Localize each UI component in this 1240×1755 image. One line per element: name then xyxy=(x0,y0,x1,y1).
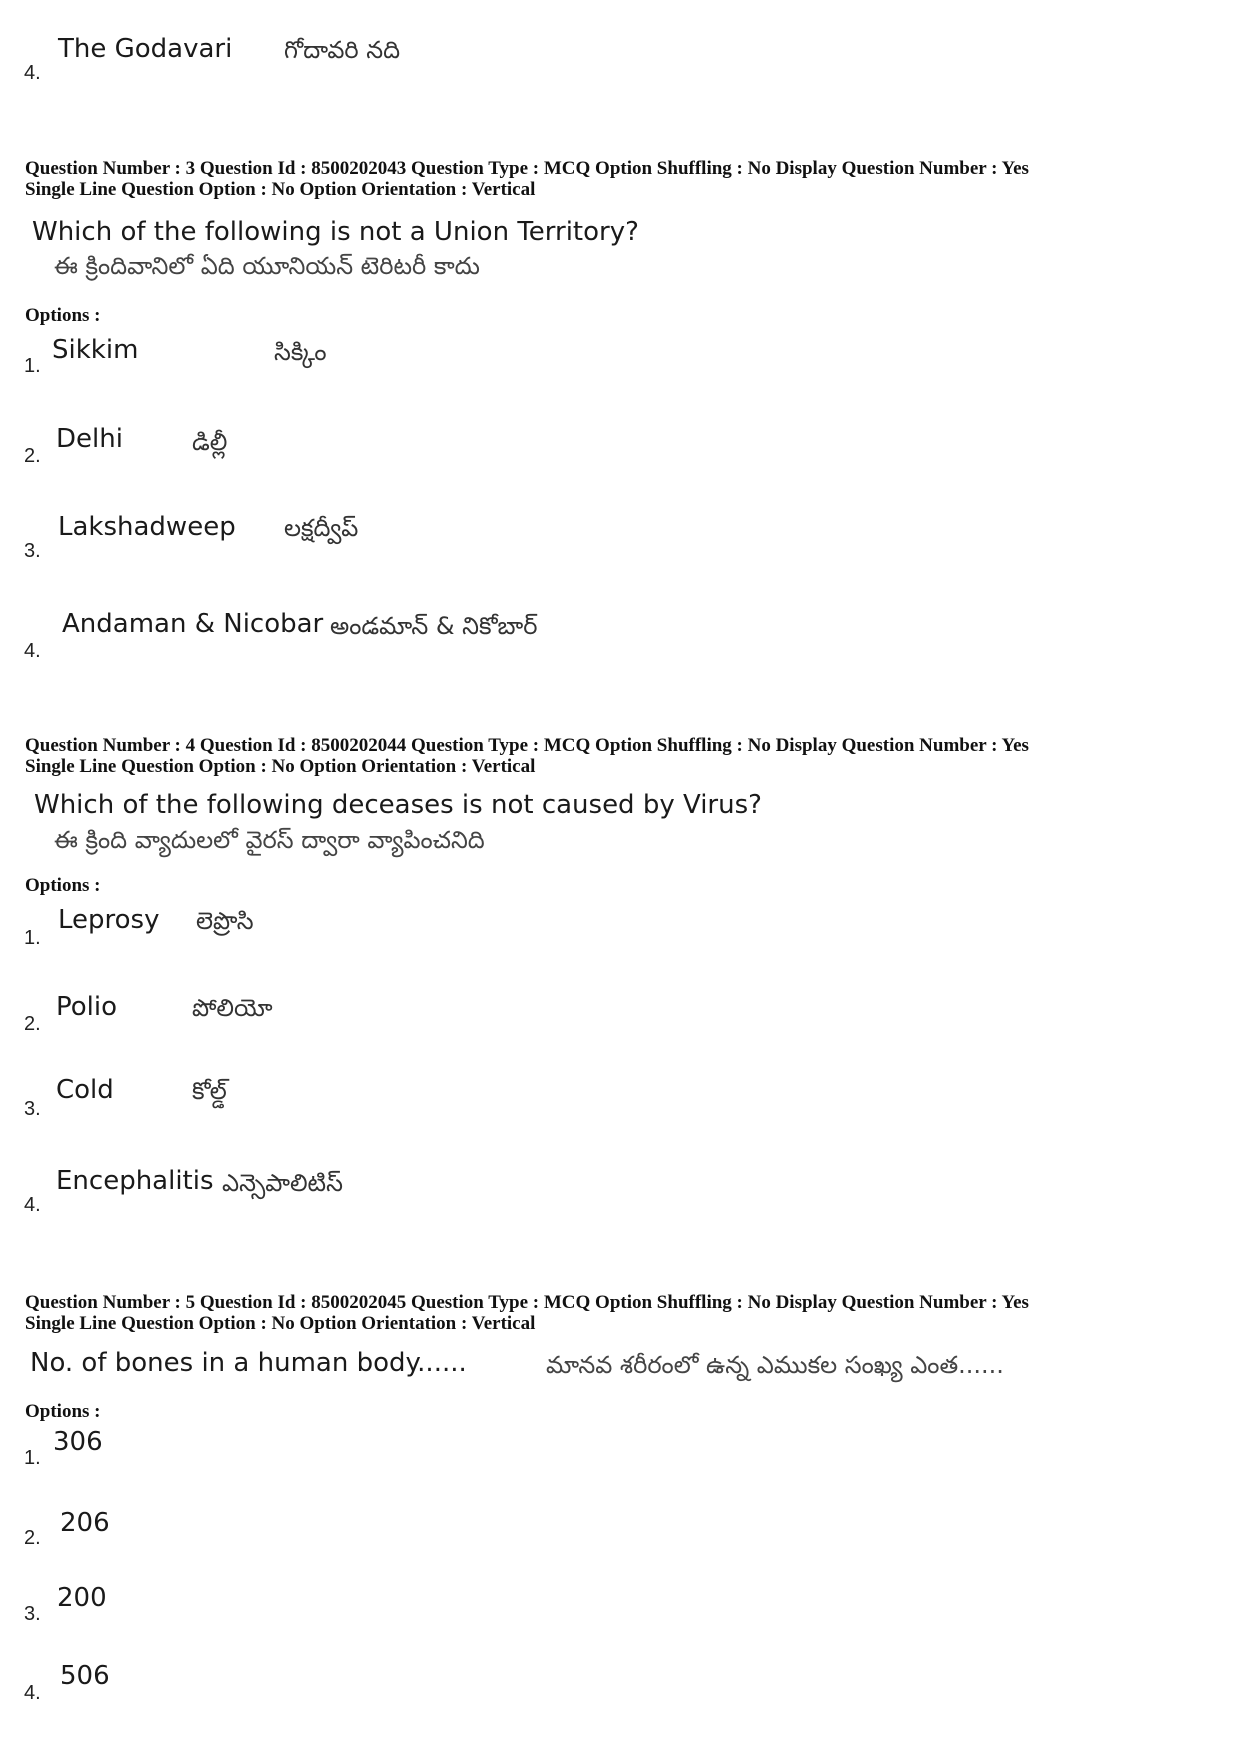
q5-option-3-number: 3. xyxy=(24,1603,41,1625)
q3-option-1-en: Sikkim xyxy=(52,335,139,365)
q4-option-3-te: కోల్డ్ xyxy=(192,1077,227,1105)
question-4-meta-line-1: Question Number : 4 Question Id : 8500202044 Question Type : MCQ Option Shuffling : No Display Question Number : Yes xyxy=(25,735,1029,756)
q4-option-4-te: ఎన్సెపాలిటిస్ xyxy=(222,1169,343,1197)
question-3-options-label: Options : xyxy=(25,305,101,326)
q5-option-4-number: 4. xyxy=(24,1682,41,1704)
question-3-meta-line-1: Question Number : 3 Question Id : 8500202043 Question Type : MCQ Option Shuffling : No Display Question Number : Yes xyxy=(25,158,1029,179)
question-4-meta-line-2: Single Line Question Option : No Option Orientation : Vertical xyxy=(25,756,536,777)
question-5-text-en: No. of bones in a human body...... xyxy=(30,1348,467,1378)
question-4-text-en: Which of the following deceases is not caused by Virus? xyxy=(34,790,762,820)
q4-option-4-number: 4. xyxy=(24,1194,41,1216)
question-3-meta-line-2: Single Line Question Option : No Option Orientation : Vertical xyxy=(25,179,536,200)
q3-option-4-te: అండమాన్ & నికోబార్ xyxy=(330,612,538,640)
q5-option-3-en: 200 xyxy=(57,1583,107,1613)
question-3-text-en: Which of the following is not a Union Territory? xyxy=(32,217,639,247)
q4-option-2-te: పోలియో xyxy=(192,994,273,1022)
q4-option-2-number: 2. xyxy=(24,1013,41,1035)
question-4-options-label: Options : xyxy=(25,875,101,896)
q4-option-1-en: Leprosy xyxy=(58,905,160,935)
q4-option-2-en: Polio xyxy=(56,992,118,1022)
q5-option-2-number: 2. xyxy=(24,1527,41,1549)
q3-option-4-en: Andaman & Nicobar xyxy=(62,609,324,639)
q3-option-3-number: 3. xyxy=(24,540,41,562)
question-3-text-te: ఈ క్రిందివానిలో ఏది యూనియన్ టెరిటరీ కాదు xyxy=(54,252,480,280)
q3-option-1-te: సిక్కిం xyxy=(274,338,327,366)
q4-option-4-en: Encephalitis xyxy=(56,1166,214,1196)
question-5-meta-line-1: Question Number : 5 Question Id : 8500202045 Question Type : MCQ Option Shuffling : No Display Question Number : Yes xyxy=(25,1292,1029,1313)
q4-option-3-number: 3. xyxy=(24,1098,41,1120)
question-5-text-te: మానవ శరీరంలో ఉన్న ఎముకల సంఖ్య ఎంత...... xyxy=(546,1351,1004,1379)
q3-option-4-number: 4. xyxy=(24,640,41,662)
q3-option-2-en: Delhi xyxy=(56,424,123,454)
q3-option-3-en: Lakshadweep xyxy=(58,512,236,542)
question-5-meta-line-2: Single Line Question Option : No Option Orientation : Vertical xyxy=(25,1313,536,1334)
option-text-en: The Godavari xyxy=(58,34,233,64)
q4-option-1-number: 1. xyxy=(24,927,41,949)
q5-option-1-en: 306 xyxy=(53,1427,103,1457)
q3-option-3-te: లక్షద్వీప్ xyxy=(284,514,359,542)
q4-option-3-en: Cold xyxy=(56,1075,114,1105)
q5-option-1-number: 1. xyxy=(24,1447,41,1469)
option-text-te: గోదావరి నది xyxy=(284,36,401,64)
question-4-text-te: ఈ క్రింది వ్యాదులలో వైరస్ ద్వారా వ్యాపించనిది xyxy=(54,826,485,854)
q5-option-4-en: 506 xyxy=(60,1661,110,1691)
question-5-options-label: Options : xyxy=(25,1401,101,1422)
q4-option-1-te: లెప్రొసి xyxy=(196,907,254,935)
q3-option-2-number: 2. xyxy=(24,445,41,467)
q3-option-1-number: 1. xyxy=(24,355,41,377)
option-number: 4. xyxy=(24,62,41,84)
q5-option-2-en: 206 xyxy=(60,1508,110,1538)
q3-option-2-te: డిల్లీ xyxy=(192,428,228,456)
